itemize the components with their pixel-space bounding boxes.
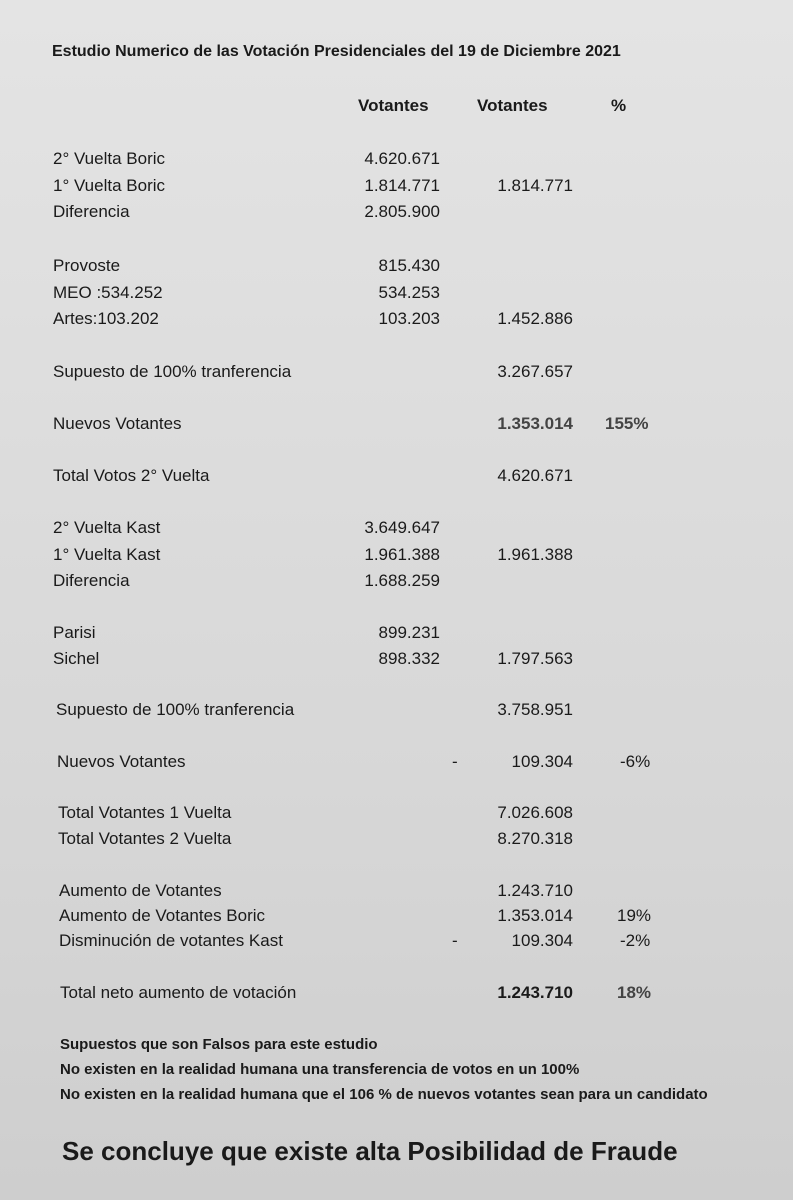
row-value-col2: 4.620.671 xyxy=(497,466,573,485)
row-label: Nuevos Votantes xyxy=(57,752,186,771)
table-row xyxy=(0,414,793,436)
row-label: Supuesto de 100% tranferencia xyxy=(53,362,292,381)
row-value-col1: 815.430 xyxy=(378,256,440,275)
table-row xyxy=(0,906,793,928)
header-votantes-1: Votantes xyxy=(358,96,429,115)
conclusion: Se concluye que existe alta Posibilidad de Fraude xyxy=(62,1136,678,1166)
row-value-col2: 3.267.657 xyxy=(497,362,573,381)
row-value-col2: 1.243.710 xyxy=(497,881,573,900)
table-row xyxy=(0,283,793,305)
table-row xyxy=(0,803,793,825)
note-line: No existen en la realidad humana una transferencia de votos en un 100% xyxy=(60,1061,580,1078)
row-value-col2: 1.797.563 xyxy=(497,649,573,668)
row-value-percent: 19% xyxy=(617,906,652,925)
row-label: Supuesto de 100% tranferencia xyxy=(56,700,295,719)
row-value-col2: 1.961.388 xyxy=(497,545,573,564)
row-label: MEO :534.252 xyxy=(53,283,163,302)
row-label: Disminución de votantes Kast xyxy=(59,931,283,950)
row-minus-sign: - xyxy=(452,752,458,771)
note-line: No existen en la realidad humana que el 106 % de nuevos votantes sean para un candidato xyxy=(60,1086,708,1103)
table-row xyxy=(0,176,793,198)
row-value-col2: 7.026.608 xyxy=(497,803,573,822)
table-row xyxy=(0,829,793,851)
row-label: Aumento de Votantes Boric xyxy=(59,906,266,925)
row-value-col1: 4.620.671 xyxy=(364,149,440,168)
row-value-col2: 3.758.951 xyxy=(497,700,573,719)
row-label: Diferencia xyxy=(53,571,130,590)
table-row xyxy=(0,309,793,331)
row-value-col2: 1.353.014 xyxy=(497,414,573,433)
row-label: Parisi xyxy=(53,623,96,642)
table-row xyxy=(0,700,793,722)
row-label: Nuevos Votantes xyxy=(53,414,182,433)
row-label: Total Votos 2° Vuelta xyxy=(53,466,210,485)
table-row xyxy=(0,466,793,488)
row-value-col2: 109.304 xyxy=(511,752,573,771)
document-title: Estudio Numerico de las Votación Presidenciales del 19 de Diciembre 2021 xyxy=(52,43,621,60)
row-value-col1: 1.961.388 xyxy=(364,545,440,564)
row-value-col1: 534.253 xyxy=(378,283,440,302)
row-label: Total Votantes 2 Vuelta xyxy=(58,829,232,848)
row-value-percent: 155% xyxy=(605,414,649,433)
table-row xyxy=(0,362,793,384)
row-value-col1: 1.814.771 xyxy=(364,176,440,195)
row-value-col2: 1.814.771 xyxy=(497,176,573,195)
row-value-col1: 2.805.900 xyxy=(364,202,440,221)
row-value-percent: 18% xyxy=(617,983,652,1002)
row-minus-sign: - xyxy=(452,931,458,950)
row-label: Diferencia xyxy=(53,202,130,221)
table-row xyxy=(0,149,793,171)
row-label: Sichel xyxy=(53,649,100,668)
row-label: Provoste xyxy=(53,256,121,275)
header-votantes-2: Votantes xyxy=(477,96,548,115)
row-value-percent: -6% xyxy=(620,752,651,771)
row-value-col1: 898.332 xyxy=(378,649,440,668)
row-label: Total neto aumento de votación xyxy=(60,983,297,1002)
table-row xyxy=(0,623,793,645)
table-row xyxy=(0,931,793,953)
row-value-percent: -2% xyxy=(620,931,651,950)
notes-heading: Supuestos que son Falsos para este estudio xyxy=(60,1036,378,1053)
row-label: 1° Vuelta Kast xyxy=(53,545,161,564)
row-label: 2° Vuelta Kast xyxy=(53,518,161,537)
row-label: Aumento de Votantes xyxy=(59,881,222,900)
row-value-col1: 1.688.259 xyxy=(364,571,440,590)
table-row xyxy=(0,752,793,774)
row-value-col1: 103.203 xyxy=(378,309,440,328)
row-value-col1: 3.649.647 xyxy=(364,518,440,537)
row-value-col2: 109.304 xyxy=(511,931,573,950)
row-value-col2: 1.452.886 xyxy=(497,309,573,328)
header-percent: % xyxy=(611,96,627,115)
table-row xyxy=(0,571,793,593)
row-label: 2° Vuelta Boric xyxy=(53,149,166,168)
row-value-col1: 899.231 xyxy=(378,623,440,642)
table-row xyxy=(0,649,793,671)
row-label: 1° Vuelta Boric xyxy=(53,176,166,195)
table-row xyxy=(0,983,793,1005)
table-row xyxy=(0,545,793,567)
table-row xyxy=(0,256,793,278)
row-value-col2: 1.353.014 xyxy=(497,906,573,925)
row-value-col2: 8.270.318 xyxy=(497,829,573,848)
table-row xyxy=(0,881,793,903)
row-label: Artes:103.202 xyxy=(53,309,159,328)
row-value-col2: 1.243.710 xyxy=(497,983,573,1002)
table-row xyxy=(0,518,793,540)
row-label: Total Votantes 1 Vuelta xyxy=(58,803,232,822)
table-row xyxy=(0,202,793,224)
